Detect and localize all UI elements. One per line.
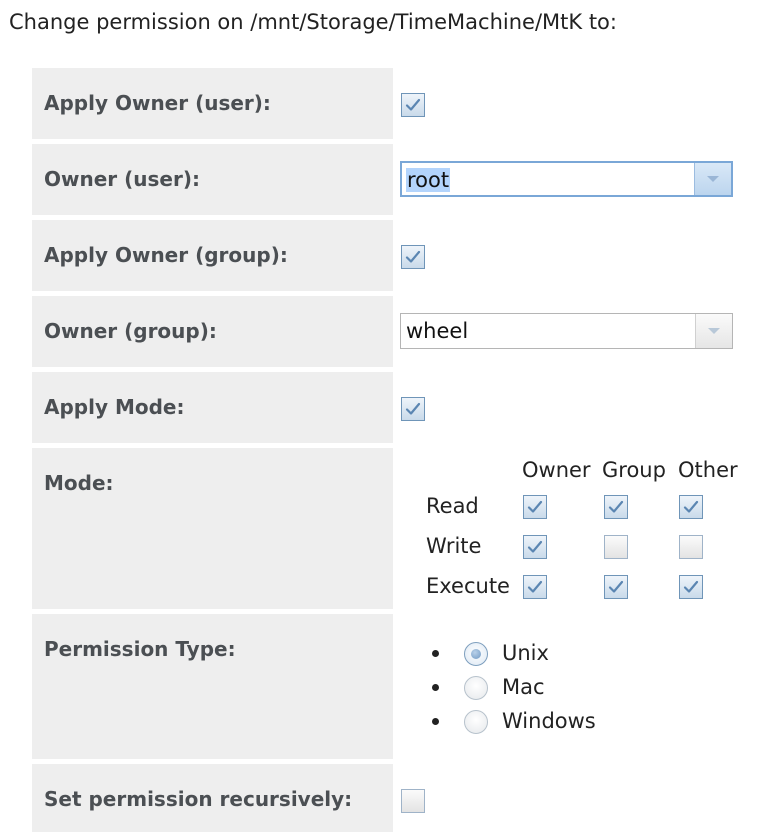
- check-icon: [682, 578, 700, 596]
- permission-type-mac-label[interactable]: Mac: [502, 675, 545, 699]
- check-icon: [404, 96, 422, 114]
- check-icon: [682, 498, 700, 516]
- chevron-down-icon[interactable]: [695, 314, 732, 348]
- row-apply-owner-user: [32, 68, 752, 139]
- permission-type-windows-radio[interactable]: [464, 710, 488, 734]
- check-icon: [526, 538, 544, 556]
- mode-execute-group-checkbox[interactable]: [604, 575, 628, 599]
- mode-column-other: Other: [678, 458, 738, 482]
- check-icon: [526, 578, 544, 596]
- owner-user-value: root: [407, 168, 450, 192]
- owner-group-select[interactable]: [400, 313, 733, 349]
- mode-row-execute: Execute: [426, 574, 510, 598]
- mode-read-other-checkbox[interactable]: [679, 495, 703, 519]
- label-cell: [32, 764, 393, 832]
- owner-group-label: Owner (group):: [44, 319, 217, 343]
- permission-type-label: Permission Type:: [44, 637, 236, 661]
- row-owner-user: [32, 144, 752, 215]
- mode-write-owner-checkbox[interactable]: [523, 535, 547, 559]
- label-cell: [32, 68, 393, 139]
- apply-mode-checkbox[interactable]: [401, 397, 425, 421]
- mode-row-read: Read: [426, 494, 479, 518]
- mode-column-group: Group: [602, 458, 666, 482]
- mode-write-group-checkbox[interactable]: [604, 535, 628, 559]
- check-icon: [526, 498, 544, 516]
- label-cell: [32, 372, 393, 443]
- apply-owner-group-label: Apply Owner (group):: [44, 243, 288, 267]
- label-cell: [32, 144, 393, 215]
- label-cell: [32, 296, 393, 367]
- mode-execute-other-checkbox[interactable]: [679, 575, 703, 599]
- label-cell: [32, 220, 393, 291]
- list-bullet: [432, 718, 439, 725]
- apply-mode-label: Apply Mode:: [44, 395, 185, 419]
- mode-read-owner-checkbox[interactable]: [523, 495, 547, 519]
- mode-label: Mode:: [44, 471, 114, 495]
- apply-owner-user-checkbox[interactable]: [401, 93, 425, 117]
- owner-user-select[interactable]: [400, 161, 733, 197]
- row-recursive: [32, 764, 752, 832]
- list-bullet: [432, 650, 439, 657]
- row-permission-type: [32, 614, 752, 759]
- check-icon: [607, 498, 625, 516]
- check-icon: [404, 400, 422, 418]
- mode-write-other-checkbox[interactable]: [679, 535, 703, 559]
- row-owner-group: [32, 296, 752, 367]
- chevron-down-icon[interactable]: [694, 163, 731, 195]
- permission-type-mac-radio[interactable]: [464, 676, 488, 700]
- apply-owner-user-label: Apply Owner (user):: [44, 91, 271, 115]
- mode-read-group-checkbox[interactable]: [604, 495, 628, 519]
- row-mode: [32, 448, 752, 609]
- radio-selected-dot: [471, 649, 481, 659]
- apply-owner-group-checkbox[interactable]: [401, 245, 425, 269]
- row-apply-mode: [32, 372, 752, 443]
- list-bullet: [432, 684, 439, 691]
- owner-user-label: Owner (user):: [44, 167, 200, 191]
- permission-type-windows-label[interactable]: Windows: [502, 709, 596, 733]
- mode-execute-owner-checkbox[interactable]: [523, 575, 547, 599]
- label-cell: [32, 448, 393, 609]
- mode-row-write: Write: [426, 534, 482, 558]
- page-title: Change permission on /mnt/Storage/TimeMachine/MtK to:: [9, 10, 617, 34]
- mode-column-owner: Owner: [522, 458, 591, 482]
- recursive-checkbox[interactable]: [401, 789, 425, 813]
- permission-type-unix-label[interactable]: Unix: [502, 641, 549, 665]
- check-icon: [607, 578, 625, 596]
- row-apply-owner-group: [32, 220, 752, 291]
- recursive-label: Set permission recursively:: [44, 787, 353, 811]
- label-cell: [32, 614, 393, 759]
- permission-type-unix-radio[interactable]: [464, 642, 488, 666]
- check-icon: [404, 248, 422, 266]
- owner-group-value: wheel: [406, 319, 469, 343]
